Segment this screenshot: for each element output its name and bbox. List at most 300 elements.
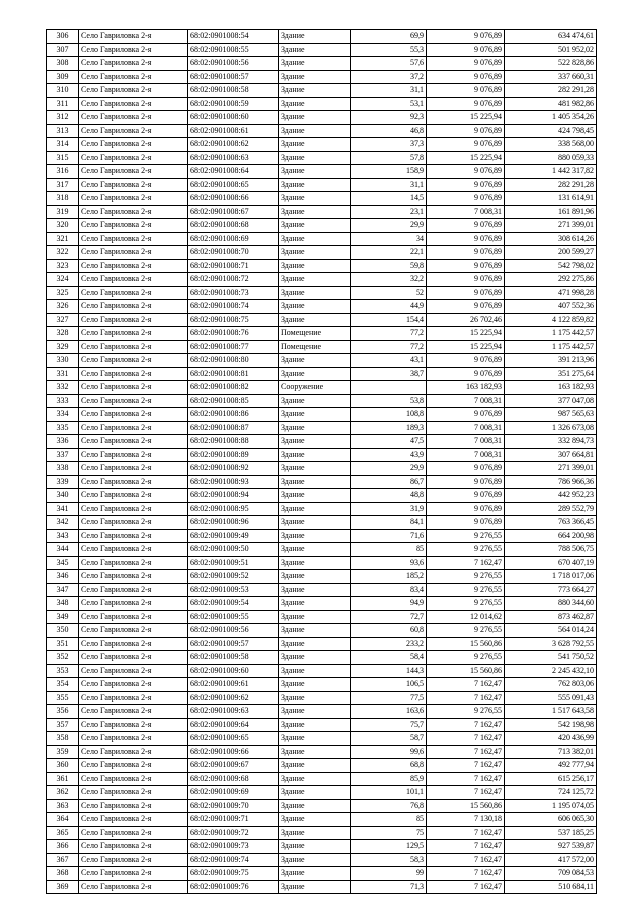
object-type-cell: Здание [279, 138, 351, 152]
cadastral-number-cell: 68:02:0901008:70 [188, 246, 279, 260]
unit-value-cell: 9 076,89 [427, 462, 505, 476]
cadastral-number-cell: 68:02:0901009:68 [188, 772, 279, 786]
area-cell: 189,3 [351, 421, 427, 435]
row-number-cell: 314 [47, 138, 79, 152]
area-cell: 58,7 [351, 732, 427, 746]
row-number-cell: 306 [47, 30, 79, 44]
locality-cell: Село Гавриловка 2-я [79, 570, 188, 584]
row-number-cell: 325 [47, 286, 79, 300]
locality-cell: Село Гавриловка 2-я [79, 745, 188, 759]
cadastral-value-cell: 880 344,60 [505, 597, 597, 611]
area-cell: 129,5 [351, 840, 427, 854]
unit-value-cell: 7 162,47 [427, 556, 505, 570]
row-number-cell: 328 [47, 327, 79, 341]
cadastral-number-cell: 68:02:0901008:76 [188, 327, 279, 341]
table-row [47, 799, 597, 813]
table-row [47, 826, 597, 840]
table-row [47, 138, 597, 152]
locality-cell: Село Гавриловка 2-я [79, 219, 188, 233]
cadastral-number-cell: 68:02:0901008:58 [188, 84, 279, 98]
area-cell [351, 381, 427, 395]
table-row [47, 408, 597, 422]
object-type-cell: Здание [279, 610, 351, 624]
cadastral-value-cell: 337 660,31 [505, 70, 597, 84]
table-row [47, 570, 597, 584]
cadastral-value-cell: 308 614,26 [505, 232, 597, 246]
row-number-cell: 345 [47, 556, 79, 570]
area-cell: 101,1 [351, 786, 427, 800]
cadastral-number-cell: 68:02:0901009:55 [188, 610, 279, 624]
object-type-cell: Здание [279, 637, 351, 651]
cadastral-value-cell: 1 718 017,06 [505, 570, 597, 584]
locality-cell: Село Гавриловка 2-я [79, 880, 188, 894]
cadastral-value-cell: 2 245 432,10 [505, 664, 597, 678]
cadastral-value-cell: 271 399,01 [505, 462, 597, 476]
unit-value-cell: 15 560,86 [427, 799, 505, 813]
table-row [47, 124, 597, 138]
cadastral-number-cell: 68:02:0901009:62 [188, 691, 279, 705]
row-number-cell: 338 [47, 462, 79, 476]
unit-value-cell: 7 130,18 [427, 813, 505, 827]
object-type-cell: Здание [279, 151, 351, 165]
object-type-cell: Здание [279, 867, 351, 881]
object-type-cell: Здание [279, 705, 351, 719]
cadastral-value-cell: 282 291,28 [505, 84, 597, 98]
unit-value-cell: 9 276,55 [427, 570, 505, 584]
area-cell: 154,4 [351, 313, 427, 327]
unit-value-cell: 9 076,89 [427, 192, 505, 206]
unit-value-cell: 9 076,89 [427, 246, 505, 260]
table-row [47, 867, 597, 881]
table-row [47, 853, 597, 867]
row-number-cell: 362 [47, 786, 79, 800]
cadastral-number-cell: 68:02:0901008:94 [188, 489, 279, 503]
cadastral-number-cell: 68:02:0901008:68 [188, 219, 279, 233]
area-cell: 31,9 [351, 502, 427, 516]
row-number-cell: 333 [47, 394, 79, 408]
locality-cell: Село Гавриловка 2-я [79, 124, 188, 138]
table-row [47, 651, 597, 665]
row-number-cell: 317 [47, 178, 79, 192]
object-type-cell: Помещение [279, 340, 351, 354]
table-row [47, 840, 597, 854]
row-number-cell: 358 [47, 732, 79, 746]
locality-cell: Село Гавриловка 2-я [79, 286, 188, 300]
cadastral-value-cell: 200 599,27 [505, 246, 597, 260]
area-cell: 29,9 [351, 219, 427, 233]
locality-cell: Село Гавриловка 2-я [79, 192, 188, 206]
unit-value-cell: 9 076,89 [427, 57, 505, 71]
row-number-cell: 309 [47, 70, 79, 84]
object-type-cell: Здание [279, 853, 351, 867]
locality-cell: Село Гавриловка 2-я [79, 759, 188, 773]
cadastral-number-cell: 68:02:0901009:60 [188, 664, 279, 678]
locality-cell: Село Гавриловка 2-я [79, 165, 188, 179]
cadastral-number-cell: 68:02:0901008:86 [188, 408, 279, 422]
area-cell: 99,6 [351, 745, 427, 759]
cadastral-number-cell: 68:02:0901009:58 [188, 651, 279, 665]
table-row [47, 340, 597, 354]
object-type-cell: Здание [279, 313, 351, 327]
area-cell: 106,5 [351, 678, 427, 692]
area-cell: 57,6 [351, 57, 427, 71]
cadastral-number-cell: 68:02:0901008:85 [188, 394, 279, 408]
unit-value-cell: 9 276,55 [427, 651, 505, 665]
cadastral-number-cell: 68:02:0901008:74 [188, 300, 279, 314]
cadastral-value-cell: 541 750,52 [505, 651, 597, 665]
cadastral-number-cell: 68:02:0901009:73 [188, 840, 279, 854]
table-row [47, 111, 597, 125]
cadastral-value-cell: 773 664,27 [505, 583, 597, 597]
unit-value-cell: 9 076,89 [427, 502, 505, 516]
unit-value-cell: 7 008,31 [427, 205, 505, 219]
object-type-cell: Здание [279, 840, 351, 854]
locality-cell: Село Гавриловка 2-я [79, 246, 188, 260]
unit-value-cell: 7 162,47 [427, 745, 505, 759]
object-type-cell: Здание [279, 165, 351, 179]
cadastral-number-cell: 68:02:0901009:74 [188, 853, 279, 867]
table-row [47, 786, 597, 800]
row-number-cell: 336 [47, 435, 79, 449]
object-type-cell: Здание [279, 516, 351, 530]
unit-value-cell: 7 162,47 [427, 840, 505, 854]
table-row [47, 151, 597, 165]
cadastral-value-cell: 537 185,25 [505, 826, 597, 840]
cadastral-number-cell: 68:02:0901009:52 [188, 570, 279, 584]
cadastral-number-cell: 68:02:0901008:55 [188, 43, 279, 57]
cadastral-number-cell: 68:02:0901009:54 [188, 597, 279, 611]
area-cell: 31,1 [351, 84, 427, 98]
unit-value-cell: 9 076,89 [427, 97, 505, 111]
area-cell: 60,8 [351, 624, 427, 638]
table-row [47, 97, 597, 111]
object-type-cell: Здание [279, 70, 351, 84]
unit-value-cell: 15 225,94 [427, 340, 505, 354]
locality-cell: Село Гавриловка 2-я [79, 597, 188, 611]
object-type-cell: Здание [279, 111, 351, 125]
cadastral-value-cell: 351 275,64 [505, 367, 597, 381]
area-cell: 75,7 [351, 718, 427, 732]
area-cell: 32,2 [351, 273, 427, 287]
unit-value-cell: 7 162,47 [427, 772, 505, 786]
area-cell: 158,9 [351, 165, 427, 179]
object-type-cell: Здание [279, 664, 351, 678]
object-type-cell: Здание [279, 691, 351, 705]
locality-cell: Село Гавриловка 2-я [79, 826, 188, 840]
object-type-cell: Здание [279, 448, 351, 462]
table-row [47, 219, 597, 233]
cadastral-number-cell: 68:02:0901008:96 [188, 516, 279, 530]
table-row [47, 327, 597, 341]
cadastral-value-cell: 1 326 673,08 [505, 421, 597, 435]
cadastral-number-cell: 68:02:0901009:66 [188, 745, 279, 759]
cadastral-value-cell: 713 382,01 [505, 745, 597, 759]
table-row [47, 421, 597, 435]
row-number-cell: 337 [47, 448, 79, 462]
locality-cell: Село Гавриловка 2-я [79, 489, 188, 503]
area-cell: 99 [351, 867, 427, 881]
row-number-cell: 339 [47, 475, 79, 489]
unit-value-cell: 9 076,89 [427, 273, 505, 287]
cadastral-value-cell: 307 664,81 [505, 448, 597, 462]
unit-value-cell: 9 276,55 [427, 624, 505, 638]
locality-cell: Село Гавриловка 2-я [79, 462, 188, 476]
unit-value-cell: 9 276,55 [427, 705, 505, 719]
unit-value-cell: 7 162,47 [427, 678, 505, 692]
table-row [47, 718, 597, 732]
cadastral-value-cell: 501 952,02 [505, 43, 597, 57]
cadastral-value-cell: 510 684,11 [505, 880, 597, 894]
table-row [47, 583, 597, 597]
row-number-cell: 351 [47, 637, 79, 651]
area-cell: 48,8 [351, 489, 427, 503]
object-type-cell: Здание [279, 354, 351, 368]
area-cell: 75 [351, 826, 427, 840]
area-cell: 38,7 [351, 367, 427, 381]
table-row [47, 556, 597, 570]
table-row [47, 43, 597, 57]
unit-value-cell: 9 076,89 [427, 124, 505, 138]
cadastral-number-cell: 68:02:0901009:75 [188, 867, 279, 881]
area-cell: 29,9 [351, 462, 427, 476]
cadastral-number-cell: 68:02:0901008:93 [188, 475, 279, 489]
cadastral-value-cell: 786 966,36 [505, 475, 597, 489]
area-cell: 92,3 [351, 111, 427, 125]
cadastral-value-cell: 555 091,43 [505, 691, 597, 705]
locality-cell: Село Гавриловка 2-я [79, 718, 188, 732]
table-row [47, 30, 597, 44]
table-row [47, 529, 597, 543]
cadastral-value-cell: 1 442 317,82 [505, 165, 597, 179]
unit-value-cell: 9 076,89 [427, 516, 505, 530]
cadastral-number-cell: 68:02:0901008:60 [188, 111, 279, 125]
row-number-cell: 318 [47, 192, 79, 206]
area-cell: 47,5 [351, 435, 427, 449]
area-cell: 77,2 [351, 327, 427, 341]
locality-cell: Село Гавриловка 2-я [79, 840, 188, 854]
cadastral-value-cell: 417 572,00 [505, 853, 597, 867]
row-number-cell: 316 [47, 165, 79, 179]
table-row [47, 732, 597, 746]
table-row [47, 637, 597, 651]
row-number-cell: 361 [47, 772, 79, 786]
object-type-cell: Здание [279, 97, 351, 111]
cadastral-value-cell: 282 291,28 [505, 178, 597, 192]
cadastral-number-cell: 68:02:0901009:63 [188, 705, 279, 719]
object-type-cell: Здание [279, 570, 351, 584]
area-cell: 233,2 [351, 637, 427, 651]
unit-value-cell: 7 162,47 [427, 759, 505, 773]
cadastral-number-cell: 68:02:0901008:62 [188, 138, 279, 152]
cadastral-value-cell: 471 998,28 [505, 286, 597, 300]
area-cell: 23,1 [351, 205, 427, 219]
locality-cell: Село Гавриловка 2-я [79, 448, 188, 462]
area-cell: 83,4 [351, 583, 427, 597]
cadastral-number-cell: 68:02:0901008:88 [188, 435, 279, 449]
table-row [47, 678, 597, 692]
cadastral-value-cell: 987 565,63 [505, 408, 597, 422]
locality-cell: Село Гавриловка 2-я [79, 678, 188, 692]
table-row [47, 448, 597, 462]
table-row [47, 705, 597, 719]
unit-value-cell: 9 076,89 [427, 30, 505, 44]
object-type-cell: Здание [279, 718, 351, 732]
cadastral-number-cell: 68:02:0901009:56 [188, 624, 279, 638]
locality-cell: Село Гавриловка 2-я [79, 340, 188, 354]
cadastral-value-cell: 1 405 354,26 [505, 111, 597, 125]
cadastral-number-cell: 68:02:0901009:65 [188, 732, 279, 746]
area-cell: 43,1 [351, 354, 427, 368]
unit-value-cell: 7 162,47 [427, 691, 505, 705]
object-type-cell: Здание [279, 597, 351, 611]
cadastral-number-cell: 68:02:0901009:76 [188, 880, 279, 894]
row-number-cell: 321 [47, 232, 79, 246]
cadastral-value-cell: 161 891,96 [505, 205, 597, 219]
cadastral-number-cell: 68:02:0901008:81 [188, 367, 279, 381]
area-cell: 72,7 [351, 610, 427, 624]
unit-value-cell: 9 076,89 [427, 43, 505, 57]
locality-cell: Село Гавриловка 2-я [79, 273, 188, 287]
area-cell: 44,9 [351, 300, 427, 314]
locality-cell: Село Гавриловка 2-я [79, 583, 188, 597]
cadastral-number-cell: 68:02:0901009:71 [188, 813, 279, 827]
unit-value-cell: 7 162,47 [427, 853, 505, 867]
unit-value-cell: 9 076,89 [427, 138, 505, 152]
row-number-cell: 369 [47, 880, 79, 894]
row-number-cell: 349 [47, 610, 79, 624]
unit-value-cell: 9 076,89 [427, 219, 505, 233]
table-row [47, 178, 597, 192]
table-row [47, 246, 597, 260]
unit-value-cell: 7 008,31 [427, 435, 505, 449]
cadastral-value-cell: 670 407,19 [505, 556, 597, 570]
locality-cell: Село Гавриловка 2-я [79, 367, 188, 381]
unit-value-cell: 9 076,89 [427, 84, 505, 98]
table-row [47, 475, 597, 489]
area-cell: 22,1 [351, 246, 427, 260]
locality-cell: Село Гавриловка 2-я [79, 313, 188, 327]
object-type-cell: Здание [279, 745, 351, 759]
area-cell: 71,3 [351, 880, 427, 894]
unit-value-cell: 9 076,89 [427, 300, 505, 314]
area-cell: 37,2 [351, 70, 427, 84]
row-number-cell: 332 [47, 381, 79, 395]
area-cell: 55,3 [351, 43, 427, 57]
table-row [47, 84, 597, 98]
area-cell: 185,2 [351, 570, 427, 584]
row-number-cell: 365 [47, 826, 79, 840]
area-cell: 93,6 [351, 556, 427, 570]
row-number-cell: 312 [47, 111, 79, 125]
unit-value-cell: 15 560,86 [427, 637, 505, 651]
area-cell: 14,5 [351, 192, 427, 206]
cadastral-value-cell: 1 175 442,57 [505, 327, 597, 341]
area-cell: 43,9 [351, 448, 427, 462]
unit-value-cell: 9 076,89 [427, 475, 505, 489]
object-type-cell: Здание [279, 759, 351, 773]
cadastral-number-cell: 68:02:0901009:61 [188, 678, 279, 692]
row-number-cell: 331 [47, 367, 79, 381]
cadastral-number-cell: 68:02:0901008:66 [188, 192, 279, 206]
table-row [47, 57, 597, 71]
object-type-cell: Здание [279, 30, 351, 44]
row-number-cell: 320 [47, 219, 79, 233]
locality-cell: Село Гавриловка 2-я [79, 475, 188, 489]
table-row [47, 367, 597, 381]
locality-cell: Село Гавриловка 2-я [79, 151, 188, 165]
object-type-cell: Здание [279, 192, 351, 206]
row-number-cell: 366 [47, 840, 79, 854]
row-number-cell: 352 [47, 651, 79, 665]
object-type-cell: Здание [279, 583, 351, 597]
unit-value-cell: 9 076,89 [427, 408, 505, 422]
table-row [47, 205, 597, 219]
table-row [47, 516, 597, 530]
cadastral-value-cell: 1 517 643,58 [505, 705, 597, 719]
row-number-cell: 340 [47, 489, 79, 503]
cadastral-value-cell: 442 952,23 [505, 489, 597, 503]
area-cell: 94,9 [351, 597, 427, 611]
object-type-cell: Здание [279, 543, 351, 557]
area-cell: 53,1 [351, 97, 427, 111]
object-type-cell: Здание [279, 246, 351, 260]
area-cell: 58,4 [351, 651, 427, 665]
cadastral-value-cell: 606 065,30 [505, 813, 597, 827]
table-row [47, 813, 597, 827]
unit-value-cell: 9 076,89 [427, 232, 505, 246]
object-type-cell: Здание [279, 232, 351, 246]
area-cell: 71,6 [351, 529, 427, 543]
unit-value-cell: 15 560,86 [427, 664, 505, 678]
row-number-cell: 322 [47, 246, 79, 260]
area-cell: 53,8 [351, 394, 427, 408]
cadastral-value-cell: 788 506,75 [505, 543, 597, 557]
object-type-cell: Здание [279, 786, 351, 800]
cadastral-number-cell: 68:02:0901009:53 [188, 583, 279, 597]
locality-cell: Село Гавриловка 2-я [79, 394, 188, 408]
area-cell: 52 [351, 286, 427, 300]
row-number-cell: 354 [47, 678, 79, 692]
locality-cell: Село Гавриловка 2-я [79, 97, 188, 111]
unit-value-cell: 7 008,31 [427, 448, 505, 462]
locality-cell: Село Гавриловка 2-я [79, 300, 188, 314]
cadastral-value-cell: 424 798,45 [505, 124, 597, 138]
table-row [47, 313, 597, 327]
object-type-cell: Здание [279, 462, 351, 476]
object-type-cell: Здание [279, 84, 351, 98]
row-number-cell: 313 [47, 124, 79, 138]
cadastral-value-cell: 634 474,61 [505, 30, 597, 44]
cadastral-value-cell: 709 084,53 [505, 867, 597, 881]
locality-cell: Село Гавриловка 2-я [79, 205, 188, 219]
locality-cell: Село Гавриловка 2-я [79, 259, 188, 273]
row-number-cell: 319 [47, 205, 79, 219]
table-body [47, 30, 597, 894]
area-cell: 58,3 [351, 853, 427, 867]
object-type-cell: Здание [279, 502, 351, 516]
cadastral-value-cell: 338 568,00 [505, 138, 597, 152]
unit-value-cell: 15 225,94 [427, 327, 505, 341]
cadastral-number-cell: 68:02:0901008:57 [188, 70, 279, 84]
object-type-cell: Здание [279, 367, 351, 381]
cadastral-number-cell: 68:02:0901009:70 [188, 799, 279, 813]
area-cell: 85 [351, 543, 427, 557]
table-row [47, 462, 597, 476]
cadastral-number-cell: 68:02:0901008:80 [188, 354, 279, 368]
locality-cell: Село Гавриловка 2-я [79, 408, 188, 422]
object-type-cell: Здание [279, 421, 351, 435]
area-cell: 31,1 [351, 178, 427, 192]
